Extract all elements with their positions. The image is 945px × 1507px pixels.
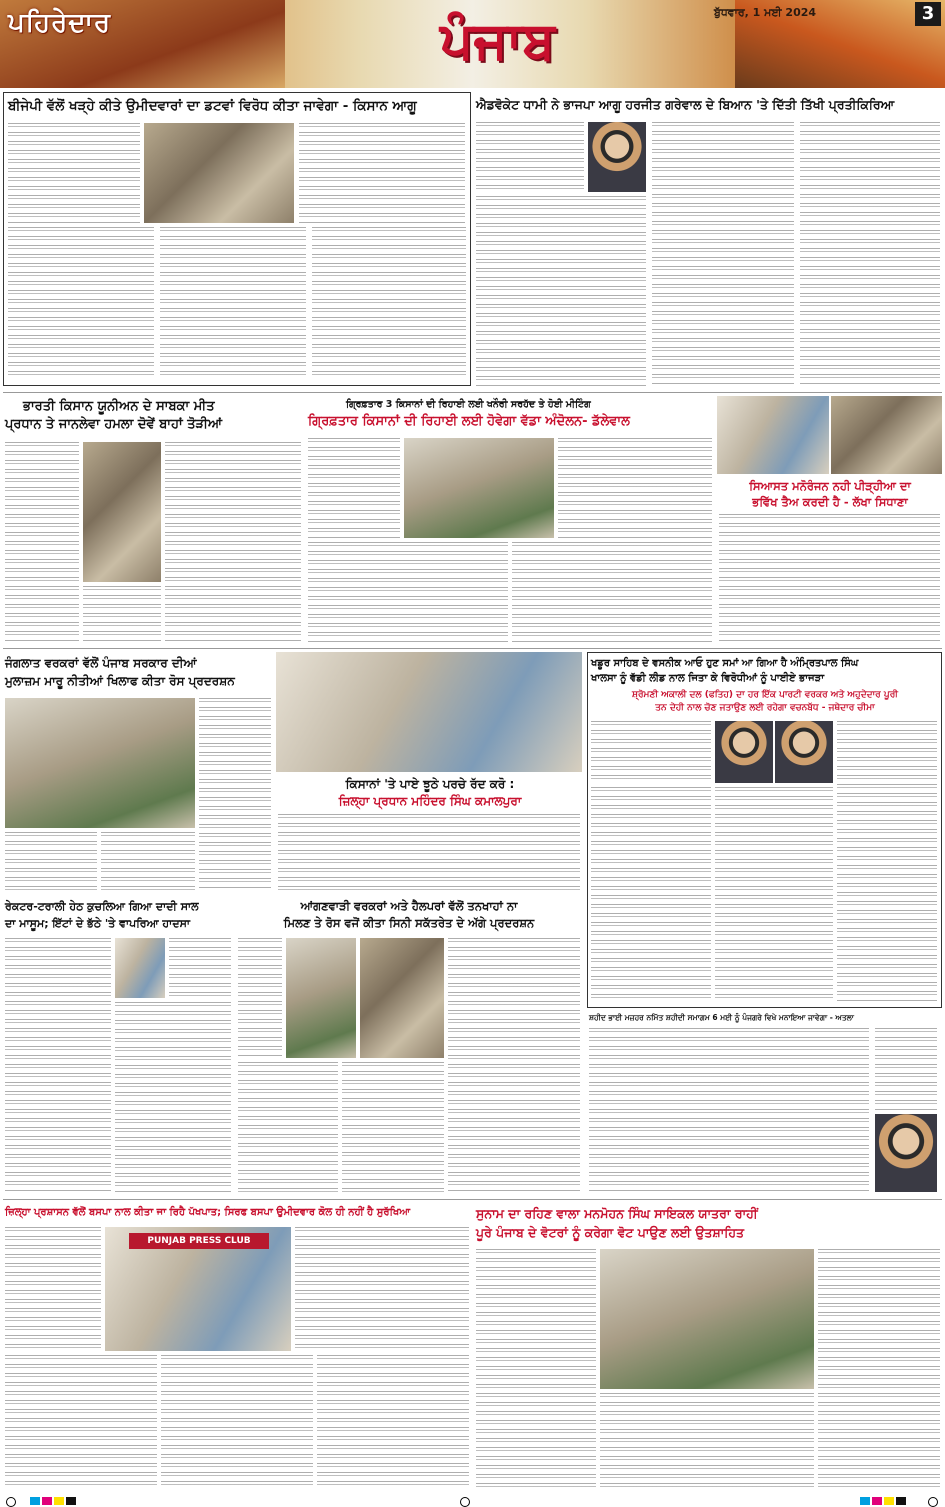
article-text — [837, 721, 937, 1001]
article-text — [476, 1249, 596, 1487]
yellow-swatch — [54, 1497, 64, 1505]
story-shaheedi-samagam — [587, 1010, 940, 1196]
subheadline-line-2: ਤਨ ਦੇਹੀ ਨਾਲ ਚੋਣ ਜਤਾਉਣ ਲਈ ਰਹੇਗਾ ਵਚਨਬੱਧ - ਜਥੇਦਾਰ ਚੀਮਾ — [655, 703, 875, 713]
story-khadoor-sahib — [587, 652, 942, 1008]
article-text — [5, 938, 111, 1192]
headline-line-2: ਜ਼ਿਲ੍ਹਾ ਪ੍ਰਧਾਨ ਮਹਿੰਦਰ ਸਿੰਘ ਕਮਾਲਪੁਰਾ — [338, 794, 522, 808]
story-forest-workers — [3, 652, 273, 892]
article-text — [8, 227, 154, 377]
photo-protest-1 — [286, 938, 356, 1058]
headline-line-1: ਰੇਕਟਰ-ਟਰਾਲੀ ਹੇਠ ਕੁਚਲਿਆ ਗਿਆ ਦਾਦੀ ਸਾਲ — [5, 900, 199, 913]
headline: ਐਡਵੋਕੇਟ ਧਾਮੀ ਨੇ ਭਾਜਪਾ ਆਗੂ ਹਰਜੀਤ ਗਰੇਵਾਲ ਦੇ ਬਿਆਨ 'ਤੇ ਦਿੱਤੀ ਤਿੱਖੀ ਪ੍ਰਤੀਕਿਰਿਆ — [476, 97, 895, 112]
article-text — [800, 122, 940, 386]
photo-speaker — [831, 396, 942, 474]
article-text — [115, 1002, 231, 1192]
cyan-swatch — [30, 1497, 40, 1505]
headline-line-1: ਭਾਰਤੀ ਕਿਸਾਨ ਯੂਨੀਅਨ ਦੇ ਸਾਬਕਾ ਮੀਤ — [23, 399, 215, 414]
article-text — [476, 196, 646, 386]
article-text — [448, 938, 580, 1192]
article-text — [818, 1249, 940, 1487]
article-text — [161, 1355, 313, 1487]
article-text — [652, 122, 794, 386]
story-dallewal — [306, 396, 714, 646]
masthead — [0, 0, 945, 88]
article-text — [5, 1227, 101, 1351]
photo-protest-2 — [360, 938, 444, 1058]
article-text — [308, 438, 400, 538]
article-text — [160, 227, 306, 377]
story-lakha-sidhana — [717, 396, 942, 646]
headline-line-2: ਦਾ ਮਾਸੂਮ; ਇੱਟਾਂ ਦੇ ਭੱਠੇ 'ਤੇ ਵਾਪਰਿਆ ਹਾਦਸਾ — [5, 917, 191, 930]
headline: ਬੀਜੇਪੀ ਵੱਲੋਂ ਖੜ੍ਹੇ ਕੀਤੇ ਉਮੀਦਵਾਰਾਂ ਦਾ ਡਟਵਾਂ ਵਿਰੋਧ ਕੀਤਾ ਜਾਵੇਗਾ - ਕਿਸਾਨ ਆਗੂ — [8, 98, 417, 114]
article-text — [589, 1028, 869, 1192]
color-bar-icon — [0, 1495, 945, 1507]
article-text — [295, 1227, 469, 1351]
photo-farmer-meeting — [144, 123, 294, 223]
article-text — [5, 1355, 157, 1487]
magenta-swatch — [42, 1497, 52, 1505]
photo-dhami-portrait — [588, 122, 646, 192]
photo-kisan-leaders — [276, 652, 582, 772]
story-anganwadi-protest — [236, 896, 582, 1196]
subheadline-line-1: ਸ਼੍ਰੋਮਣੀ ਅਕਾਲੀ ਦਲ (ਫਤਿਹ) ਦਾ ਹਰ ਇੱਕ ਪਾਰਟੀ ਵਰਕਰ ਅਤੇ ਅਹੁਦੇਦਾਰ ਪੂਰੀ — [631, 690, 898, 700]
kicker: ਗ੍ਰਿਫ਼ਤਾਰ 3 ਕਿਸਾਨਾਂ ਦੀ ਰਿਹਾਈ ਲਈ ਖਨੌਰੀ ਸਰਹੱਦ ਤੇ ਹੋਈ ਮੀਟਿੰਗ — [346, 399, 591, 410]
page-number: 3 — [915, 2, 941, 26]
article-text — [83, 586, 161, 642]
headline-line-1: ਖਡੂਰ ਸਾਹਿਬ ਦੇ ਵਸਨੀਕ ਆਓ ਹੁਣ ਸਮਾਂ ਆ ਗਿਆ ਹੈ ਅੰਮ੍ਰਿਤਪਾਲ ਸਿੰਘ — [591, 658, 859, 669]
article-text — [8, 123, 140, 223]
article-text — [317, 1355, 469, 1487]
article-text — [299, 123, 465, 223]
article-text — [719, 514, 940, 642]
headline-line-2: ਮੁਲਾਜ਼ਮ ਮਾਰੂ ਨੀਤੀਆਂ ਖਿਲਾਫ ਕੀਤਾ ਰੋਸ ਪ੍ਰਦਰਸ਼ਨ — [5, 674, 235, 688]
divider — [3, 648, 942, 649]
story-dhami-response — [474, 92, 942, 392]
photo-child — [115, 938, 165, 998]
story-bsp-security — [3, 1203, 471, 1491]
story-bku-attack — [3, 396, 303, 646]
article-text — [169, 938, 231, 998]
article-text — [476, 122, 584, 192]
press-club-banner: PUNJAB PRESS CLUB — [129, 1233, 269, 1249]
article-text — [512, 542, 712, 642]
headline-line-1: ਕਿਸਾਨਾਂ 'ਤੇ ਪਾਏ ਝੂਠੇ ਪਰਚੇ ਰੱਦ ਕਰੋ : — [345, 777, 515, 791]
photo-press-conference — [105, 1227, 291, 1351]
divider — [3, 1199, 942, 1200]
story-kamalpura — [276, 652, 582, 892]
photo-injured-victim — [83, 442, 161, 582]
article-text — [591, 721, 711, 783]
article-text — [199, 698, 271, 888]
article-text — [101, 832, 195, 890]
black-swatch — [896, 1497, 906, 1505]
headline-line-2: ਮਿਲਣ ਤੇ ਰੋਸ ਵਜੋਂ ਕੀਤਾ ਸਿਨੀ ਸਕੱਤਰੇਤ ਦੇ ਅੱਗੇ ਪ੍ਰਦਰਸ਼ਨ — [283, 916, 535, 930]
article-text — [238, 1062, 338, 1192]
article-text — [342, 1062, 444, 1192]
black-swatch — [66, 1497, 76, 1505]
article-text — [238, 938, 282, 1058]
story-tractor-accident — [3, 896, 233, 1196]
photo-portrait-1 — [715, 721, 773, 783]
article-text — [600, 1393, 814, 1487]
article-text — [875, 1028, 937, 1110]
article-text — [312, 227, 466, 377]
headline-line-2: ਪ੍ਰਧਾਨ ਤੇ ਜਾਨਲੇਵਾ ਹਮਲਾ ਦੋਵੇਂ ਬਾਹਾਂ ਤੋੜੀਆਂ — [5, 417, 223, 432]
photo-portrait-2 — [775, 721, 833, 783]
registration-mark-icon — [6, 1497, 16, 1507]
headline-line-1: ਸਿਆਸਤ ਮਨੋਰੰਜਨ ਨਹੀ ਪੀੜ੍ਹੀਆ ਦਾ — [749, 479, 911, 493]
magenta-swatch — [872, 1497, 882, 1505]
cyan-swatch — [860, 1497, 870, 1505]
headline-line-1: ਜੰਗਲਾਤ ਵਰਕਰਾਂ ਵੱਲੋਂ ਪੰਜਾਬ ਸਰਕਾਰ ਦੀਆਂ — [5, 656, 197, 670]
story-cycle-yatra — [474, 1203, 942, 1491]
registration-mark-icon — [928, 1497, 938, 1507]
headline-line-2: ਪੂਰੇ ਪੰਜਾਬ ਦੇ ਵੋਟਰਾਂ ਨੂੰ ਕਰੇਗਾ ਵੋਟ ਪਾਉਣ ਲਈ ਉਤਸ਼ਾਹਿਤ — [476, 1225, 744, 1240]
yellow-swatch — [884, 1497, 894, 1505]
headline: ਸ਼ਹੀਦ ਭਾਈ ਮਜ਼ਹਰ ਨਮਿੱਤ ਸ਼ਹੀਦੀ ਸਮਾਗਮ 6 ਮਈ ਨੂੰ ਪੰਜਗਰੇ ਵਿਖੇ ਮਨਾਇਆ ਜਾਵੇਗਾ - ਅਤਲਾ — [589, 1013, 854, 1022]
registration-mark-icon — [460, 1497, 470, 1507]
headline: ਗ੍ਰਿਫ਼ਤਾਰ ਕਿਸਾਨਾਂ ਦੀ ਰਿਹਾਈ ਲਈ ਹੋਵੇਗਾ ਵੱਡਾ ਅੰਦੋਲਨ- ਡੱਲੇਵਾਲ — [308, 414, 630, 429]
article-text — [5, 832, 97, 890]
section-title: ਪੰਜਾਬ — [440, 10, 555, 71]
photo-gathering — [717, 396, 829, 474]
photo-cyclist — [600, 1249, 814, 1389]
article-text — [591, 787, 711, 1001]
story-bjp-opposition — [3, 92, 471, 386]
article-text — [308, 542, 508, 642]
article-text — [558, 438, 712, 538]
edition-date: ਬੁੱਧਵਾਰ, 1 ਮਈ 2024 — [714, 6, 817, 19]
brand-logo: ਪਹਿਰੇਦਾਰ — [8, 8, 111, 38]
headline-line-1: ਆਂਗਣਵਾੜੀ ਵਰਕਰਾਂ ਅਤੇ ਹੈਲਪਰਾਂ ਵੱਲੋਂ ਤਨਖਾਹਾਂ ਨਾ — [300, 899, 518, 913]
headline: ਜ਼ਿਲ੍ਹਾ ਪ੍ਰਸ਼ਾਸਨ ਵੱਲੋਂ ਬਸਪਾ ਨਾਲ ਕੀਤਾ ਜਾ ਰਿਹੈ ਪੱਖਪਾਤ; ਸਿਰਫ ਬਸਪਾ ਉਮੀਦਵਾਰ ਕੋਲ ਹੀ ਨਹੀਂ ਹੈ ਸੁਰੱਖਿਆ — [5, 1207, 411, 1218]
photo-protest — [5, 698, 195, 828]
headline-line-2: ਖਾਲਸਾ ਨੂੰ ਵੱਡੀ ਲੀਡ ਨਾਲ ਜਿਤਾ ਕੇ ਵਿਰੋਧੀਆਂ ਨੂੰ ਪਾਈਏ ਭਾਜੜਾ — [591, 673, 825, 684]
article-text — [278, 814, 580, 890]
article-text — [715, 787, 833, 1001]
headline-line-1: ਸੁਨਾਮ ਦਾ ਰਹਿਣ ਵਾਲਾ ਮਨਮੋਹਨ ਸਿੰਘ ਸਾਇਕਲ ਯਾਤਰਾ ਰਾਹੀਂ — [476, 1206, 758, 1221]
headline-line-2: ਭਵਿੱਖ ਤੈਅ ਕਰਦੀ ਹੈ - ਲੱਖਾ ਸਿਧਾਣਾ — [752, 495, 908, 509]
photo-atla-portrait — [875, 1114, 937, 1192]
article-text — [165, 442, 301, 642]
photo-meeting — [404, 438, 554, 538]
article-text — [5, 442, 79, 642]
divider — [3, 392, 942, 393]
